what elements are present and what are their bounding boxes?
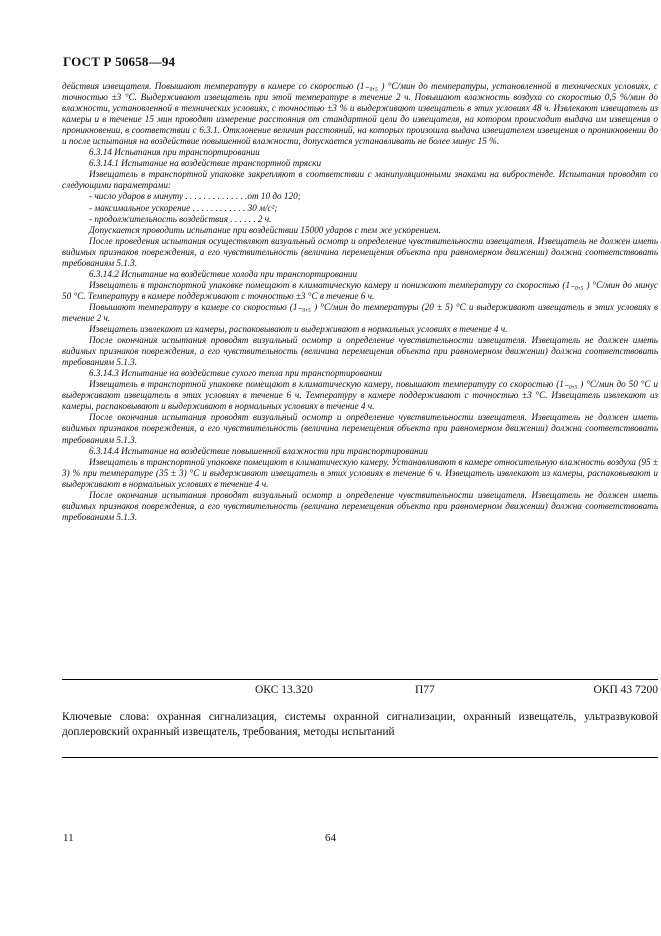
group-code: П77 (415, 684, 435, 696)
body-paragraph: После окончания испытания проводят визуальный осмотр и определение чувствительности извещателя. Извещатель не должен иметь видимых признаков повреждения, а его чувствительность (величина перемещения объекта при равномерном движении) должна соответствовать требованиям 5.1.3. (62, 412, 658, 445)
body-paragraph: Извещатель в транспортной упаковке помещают в климатическую камеру и понижают температуру со скоростью (1₋₀,₅ ) °С/мин до минус 50 °С. Температуру в камере поддерживают с точностью ±3 °С в течение 6 ч. (62, 279, 658, 301)
document-header: ГОСТ Р 50658—94 (63, 54, 176, 69)
body-paragraph: После окончания испытания проводят визуальный осмотр и определение чувствительности извещателя. Извещатель не должен иметь видимых признаков повреждения, а его чувствительность (величина перемещения объекта при равномерном движении) должна соответствовать требованиям 5.1.3. (62, 335, 658, 368)
body-paragraph: Извещатель извлекают из камеры, распаковывают и выдерживают в нормальных условиях в течение 4 ч. (89, 324, 508, 335)
classification-codes (62, 684, 658, 698)
body-paragraph: Допускается проводить испытание при воздействии 15000 ударов с тем же ускорением. (89, 224, 441, 235)
body-paragraph: - продолжительность воздействия . . . . . . 2 ч. (89, 213, 272, 224)
bottom-divider (62, 757, 658, 758)
body-paragraph: Повышают температуру в камере со скоростью (1₋₀,₅ ) °С/мин до температуры (20 ± 5) °С и выдерживают извещатель в этих условиях в течение 2 ч. (62, 301, 658, 323)
body-paragraph: 6.3.14.3 Испытание на воздействие сухого тепла при транспортировании (89, 368, 382, 379)
document-body (62, 81, 658, 523)
body-paragraph: Извещатель в транспортной упаковке закрепляют в соответствии с манипуляционными знаками на вибростенде. Испытания проводят со следующими параметрами: (62, 169, 658, 191)
top-divider (62, 679, 658, 680)
body-paragraph: После окончания испытания проводят визуальный осмотр и определение чувствительности извещателя. Извещатель не должен иметь видимых признаков повреждения, а его чувствительность (величина перемещения объекта при равномерном движении) должна соответствовать требованиям 5.1.3. (62, 489, 658, 522)
body-paragraph: 6.3.14.4 Испытание на воздействие повышенной влажности при транспортировании (89, 445, 428, 456)
body-paragraph: После проведения испытания осуществляют визуальный осмотр и определение чувствительности извещателя. Извещатель не должен иметь видимых признаков повреждения, а его чувствительность (величина перемещения объекта при равномерном движении) должна соответствовать требованиям 5.1.3. (62, 235, 658, 268)
oks-code: ОКС 13.320 (255, 684, 313, 696)
body-paragraph: - число ударов в минуту . . . . . . . . . . . . . .от 10 до 120; (89, 191, 301, 202)
body-paragraph: - максимальное ускорение . . . . . . . . . . . . 30 м/с²; (89, 202, 278, 213)
body-paragraph: действия извещателя. Повышают температуру в камере со скоростью (1₋₀,₅ ) °С/мин до температуры, установленной в технических условиях, с точностью ±3 °С. Выдерживают извещатель при этой температуре в течение 2 ч. Повышают влажность воздуха со скоростью 0,5 %/мин до влажности, установленной в технических условиях, с точностью ±3 % и выдерживают извещатель в этих условиях 48 ч. Извлекают извещатель из камеры и в течение 15 мин проводят измерение расстояния от стандартной цели до извещателя, на котором происходит выдача им извещения о проникновении, в соответствии с 6.3.1. Отклонение величин расстояний, на которых произошла выдача извещателем извещения о проникновении до и после испытания на воздействие повышенной влажности, допускается устанавливать не более минус 15 %. (62, 81, 658, 147)
keywords: Ключевые слова: охранная сигнализация, системы охранной сигнализации, охранный извещатель, ультразвуковой доплеровский охранный извещатель, требования, методы испытаний (62, 711, 658, 738)
body-paragraph: Извещатель в транспортной упаковке помещают в климатическую камеру, повышают температуру со скоростью (1₋₀,₅ ) °С/мин до 50 °С и выдерживают извещатель в этих условиях в течение 6 ч. Температуру в камере поддерживают с точностью ±3 °С. Извещатель извлекают из камеры, распаковывают и выдерживают в нормальных условиях в течение 4 ч. (62, 379, 658, 412)
page-number: 64 (325, 832, 336, 844)
footer-left-number: 11 (63, 832, 74, 844)
body-paragraph: 6.3.14.1 Испытание на воздействие транспортной тряски (89, 158, 322, 169)
body-paragraph: Извещатель в транспортной упаковке помещают в климатическую камеру. Устанавливают в камере относительную влажность воздуха (95 ± 3) % при температуре (35 ± 3) °С и выдерживают извещатель в этих условиях в течение 6 ч. Извещатель извлекают из камеры, распаковывают и выдерживают в нормальных условиях в течение 4 ч. (62, 456, 658, 489)
okp-code: ОКП 43 7200 (593, 684, 658, 696)
body-paragraph: 6.3.14.2 Испытание на воздействие холода при транспортировании (89, 268, 358, 279)
body-paragraph: 6.3.14 Испытания при транспортировании (89, 147, 260, 158)
